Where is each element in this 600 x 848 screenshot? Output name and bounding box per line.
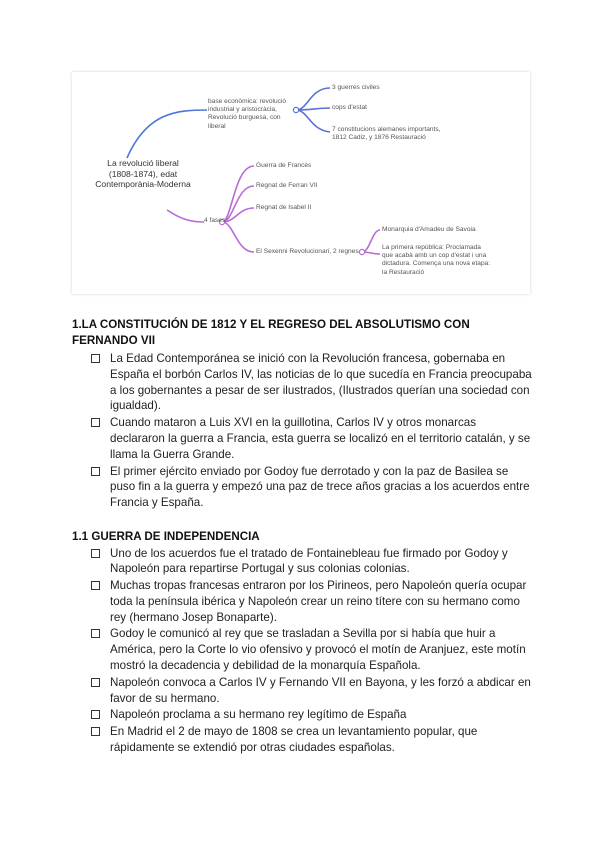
section-2-title: 1.1 GUERRA DE INDEPENDENCIA: [72, 530, 260, 543]
mind-map-bottom-child-2: Regnat de Ferran VII: [256, 182, 318, 189]
checkbox-icon[interactable]: [91, 418, 100, 427]
list-item: La Edad Contemporánea se inició con la Revolución francesa, gobernaba en España el borbón Carlos IV, las noticias de lo que sucedía en Francia preocupaba a los gobernantes a pesar de ser ilustrados, (Ilustrados querían una sociedad con igualdad).: [72, 351, 532, 414]
checkbox-icon[interactable]: [91, 710, 100, 719]
checkbox-icon[interactable]: [91, 727, 100, 736]
list-item: Napoleón proclama a su hermano rey legítimo de España: [72, 707, 532, 723]
mind-map-bottom-child-3: Regnat de Isabel II: [256, 204, 312, 211]
mind-map-sexenni-child-2: La primera república: Proclamada que acabà amb un cop d'estat i una dictadura. Comença una nova etapa: la Restauració: [382, 244, 491, 276]
section-1-list: [72, 351, 532, 511]
list-item: Godoy le comunicó al rey que se trasladan a Sevilla por si había que huir a América, pero la Corte lo vio ofensivo y provocó el motín de Aranjuez, este motín mostró la decadencia y debilidad de la monarquía Española.: [72, 626, 532, 673]
mind-map-top-child-3: 7 constitucions alemanes importants, 1812 Cadiz, y 1876 Restauració: [332, 126, 441, 142]
mind-map-top-branch: base econòmica: revolució industrial y aristocràcia, Revolució burguesa, con liberal: [208, 98, 287, 130]
section-guerra-independencia: [72, 529, 532, 757]
mind-map-top-child-2: cops d'estat: [332, 104, 367, 111]
list-item: Napoleón convoca a Carlos IV y Fernando VII en Bayona, y les forzó a abdicar en favor de su hermano.: [72, 675, 532, 707]
mind-map-bottom-child-1: Guerra de Francès: [256, 162, 312, 169]
list-item: Uno de los acuerdos fue el tratado de Fontainebleau fue firmado por Godoy y Napoleón para repartirse Portugal y sus colonias colonias.: [72, 546, 532, 578]
connector-top-branch: [127, 110, 207, 158]
mind-map-top-child-1: 3 guerres civiles: [332, 84, 380, 91]
connector-bottom-branch: [167, 210, 204, 222]
list-item: Cuando mataron a Luis XVI en la guillotina, Carlos IV y otros monarcas declararon la guerra a Francia, esta guerra se localizó en el territorio catalán, y se llama la Guerra Grande.: [72, 415, 532, 462]
list-item: Muchas tropas francesas entraron por los Pirineos, pero Napoleón quería ocupar toda la península ibérica y Napoleón crear un reino títere con su hermano como rey (hermano Josep Bonaparte).: [72, 578, 532, 625]
mind-map-sexenni-child-1: Monarquia d'Amadeu de Savoia: [382, 226, 476, 233]
checkbox-icon[interactable]: [91, 467, 100, 476]
checkbox-icon[interactable]: [91, 581, 100, 590]
list-item: El primer ejército enviado por Godoy fue derrotado y con la paz de Basilea se puso fin a la guerra y empezó una paz de trece años gracias a los acuerdos entre Francia y España.: [72, 464, 532, 511]
list-item: En Madrid el 2 de mayo de 1808 se crea un levantamiento popular, que rápidamente se extendió por otras ciudades españolas.: [72, 724, 532, 756]
mind-map-root: La revolució liberal (1808-1874), edat Contemporània-Moderna: [95, 158, 191, 190]
section-2-list: [72, 546, 532, 756]
checkbox-icon[interactable]: [91, 549, 100, 558]
section-1-title: 1.LA CONSTITUCIÓN DE 1812 Y EL REGRESO DEL ABSOLUTISMO CON FERNANDO VII: [72, 318, 470, 347]
checkbox-icon[interactable]: [91, 678, 100, 687]
mind-map: [72, 72, 530, 294]
mind-map-bottom-child-4: El Sexenni Revolucionari, 2 regnes: [256, 248, 359, 255]
checkbox-icon[interactable]: [91, 354, 100, 363]
section-constitucion-1812: [72, 317, 532, 512]
mind-map-bottom-branch: 4 fases: [204, 217, 226, 224]
checkbox-icon[interactable]: [91, 629, 100, 638]
